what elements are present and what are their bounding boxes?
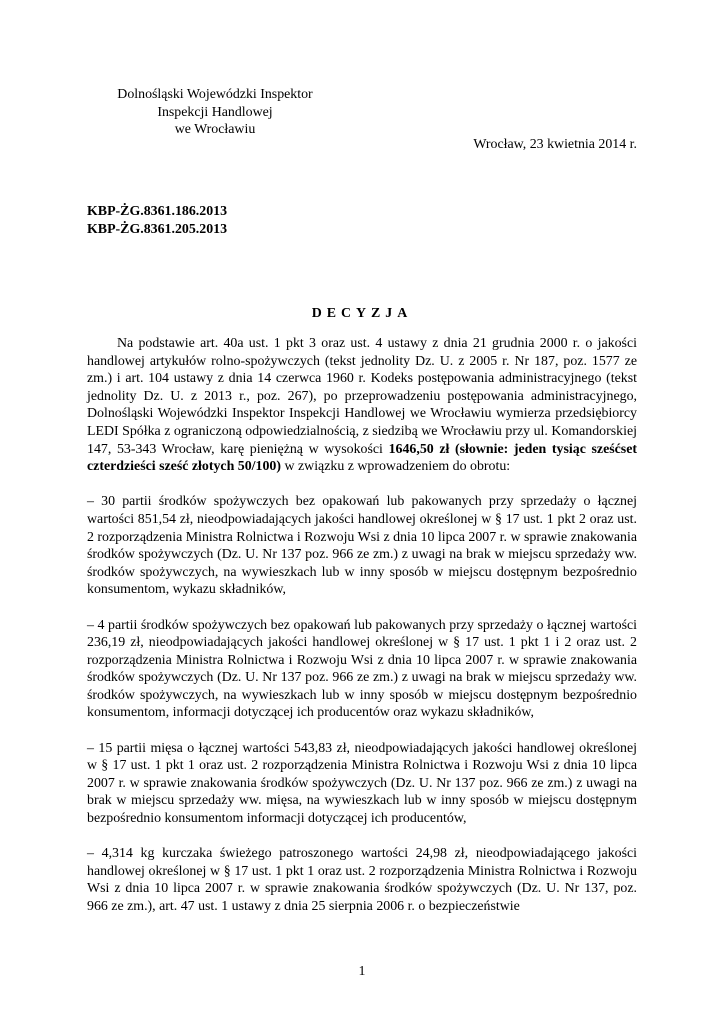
document-body [87,335,637,933]
intro-paragraph [87,335,637,476]
list-item: – 30 partii środków spożywczych bez opakowań lub pakowanych przy sprzedaży o łącznej wartości 851,54 zł, nieodpowiadających jakości handlowej określonej w § 17 ust. 1 pkt 2 oraz ust. 2 rozporządzenia Ministra Rolnictwa i Rozwoju Wsi z dnia 10 lipca 2007 r. w sprawie znakowania środków spożywczych (Dz. U. Nr 137 poz. 966 ze zm.) z uwagi na brak w miejscu sprzedaży ww. środków spożywczych, na wywieszkach lub w inny sposób w miejscu dostępnym bezpośrednio konsumentom, wykazu składników, [87,494,637,598]
list-item: – 4 partii środków spożywczych bez opakowań lub pakowanych przy sprzedaży o łącznej wartości 236,19 zł, nieodpowiadających jakości handlowej określonej w § 17 ust. 1 pkt 1 i 2 oraz ust. 2 rozporządzenia Ministra Rolnictwa i Rozwoju Wsi z dnia 10 lipca 2007 r. w sprawie znakowania środków spożywczych (Dz. U. Nr 137 poz. 966 ze zm.) z uwagi na brak w miejscu sprzedaży ww. środków spożywczych, na wywieszkach lub w inny sposób w miejscu dostępnym bezpośrednio konsumentom, informacji dotyczącej ich producentów oraz wykazu składników, [87,617,637,721]
case-reference-2: KBP-ŻG.8361.205.2013 [87,221,228,237]
penalty-amount: 1646,50 zł (słownie: jeden tysiąc sześćset czterdzieści sześć złotych 50/100) [87,441,637,475]
list-item: – 15 partii mięsa o łącznej wartości 543,83 zł, nieodpowiadających jakości handlowej określonej w § 17 ust. 1 pkt 1 oraz ust. 2 rozporządzenia Ministra Rolnictwa i Rozwoju Wsi z dnia 10 lipca 2007 r. w sprawie znakowania środków spożywczych (Dz. U. Nr 137 poz. 966 ze zm.) z uwagi na brak w miejscu sprzedaży ww. mięsa, na wywieszkach lub w inny sposób w miejscu dostępnym bezpośrednio konsumentom informacji dotyczącej ich producentów, [87,740,637,827]
issuer-line-2: Inspekcji Handlowej [157,104,273,120]
case-references [87,203,227,238]
issuer-block [100,86,330,139]
issuer-line-3: we Wrocławiu [174,122,256,137]
list-item: – 4,314 kg kurczaka świeżego patroszonego wartości 24,98 zł, nieodpowiadającego jakości handlowej określonej w § 17 ust. 1 pkt 1 oraz ust. 2 rozporządzenia Ministra Rolnictwa i Rozwoju Wsi z dnia 10 lipca 2007 r. w sprawie znakowania środków spożywczych (Dz. U. Nr 137, poz. 966 ze zm.), art. 47 ust. 1 ustawy z dnia 25 sierpnia 2006 r. o bezpieczeństwie [87,846,637,914]
document-title: DECYZJA [311,306,413,321]
issuer-line-1: Dolnośląski Wojewódzki Inspektor [117,87,313,102]
page-number: 1 [358,964,366,979]
case-reference-1: KBP-ŻG.8361.186.2013 [87,204,228,219]
intro-text: Na podstawie art. 40a ust. 1 pkt 3 oraz ust. 4 ustawy z dnia 21 grudnia 2000 r. o jakości handlowej artykułów rolno-spożywczych (tekst jednolity Dz. U. z 2005 r. Nr 187, poz. 1577 ze zm.) i art. 104 ustawy z dnia 14 czerwca 1960 r. Kodeks postępowania administracyjnego (tekst jednolity Dz. U. z 2013 r., poz. 267), po przeprowadzeniu postępowania administracyjnego, Dolnośląski Wojewódzki Inspektor Inspekcji Handlowej we Wrocławiu wymierza przedsiębiorcy LEDI Spółka z ograniczoną odpowiedzialnością, z siedzibą we Wrocławiu przy ul. Komandorskiej 147, 53-343 Wrocław, karę pieniężną w wysokości [87,336,637,457]
intro-text-end: w związku z wprowadzeniem do obrotu: [281,459,511,475]
place-date: Wrocław, 23 kwietnia 2014 r. [473,137,637,152]
